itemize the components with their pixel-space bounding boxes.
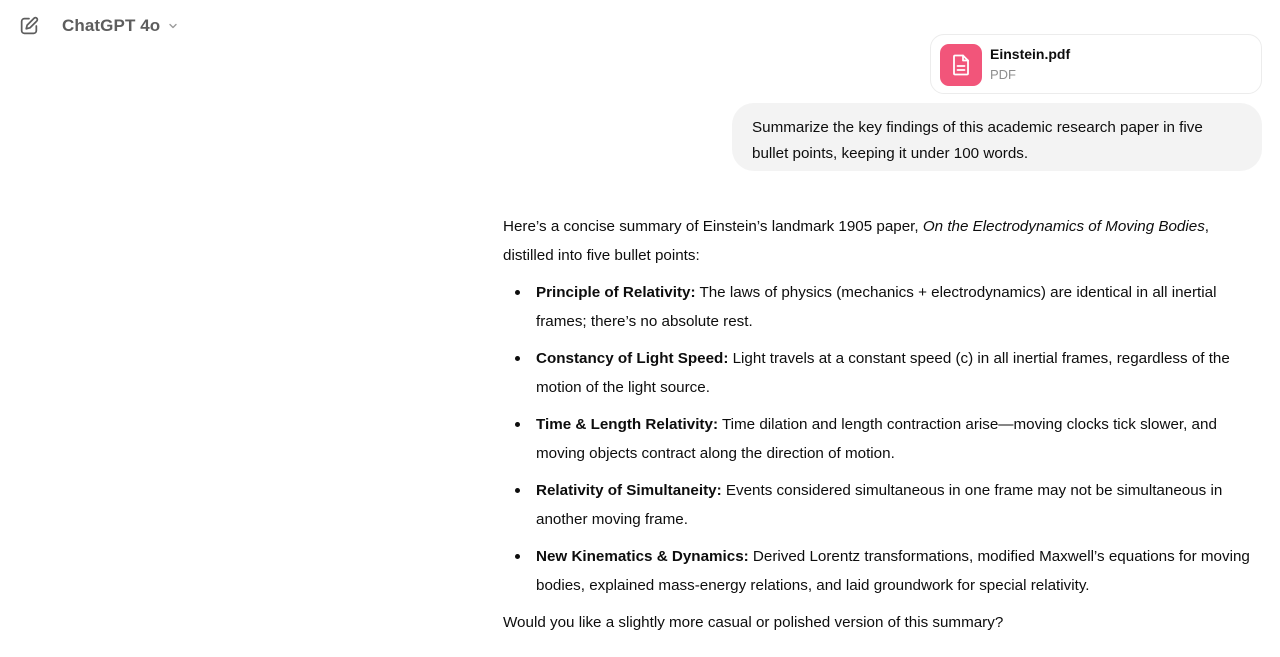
bullet-dot (515, 422, 520, 427)
intro-text-start: Here’s a concise summary of Einstein’s landmark 1905 paper, (503, 218, 923, 235)
bullet-dot (515, 290, 520, 295)
document-icon (940, 44, 982, 86)
assistant-message (503, 212, 1263, 637)
bullet-text: Derived Lorentz transformations, modified Maxwell’s equations for moving bodies, explained mass-energy relations, and laid groundwork for special relativity. (536, 548, 1250, 594)
user-message-text: Summarize the key findings of this academic research paper in five bullet points, keeping it under 100 words. (752, 119, 1203, 162)
bullet-dot (515, 356, 520, 361)
list-item (503, 542, 1263, 600)
paper-title: On the Electrodynamics of Moving Bodies (922, 218, 1205, 235)
list-item (503, 344, 1263, 402)
bullet-title: Relativity of Simultaneity: (536, 482, 722, 499)
bullet-text: The laws of physics (mechanics + electrodynamics) are identical in all inertial frames; there’s no absolute rest. (536, 284, 1217, 330)
bullet-title: New Kinematics & Dynamics: (536, 548, 749, 565)
bullet-dot (515, 488, 520, 493)
chevron-down-icon (166, 19, 180, 33)
file-name: Einstein.pdf (990, 46, 1071, 62)
model-name: ChatGPT 4o (62, 16, 161, 35)
list-item (503, 410, 1263, 468)
summary-bullet-list (503, 278, 1263, 600)
assistant-closing-question: Would you like a slightly more casual or polished version of this summary? (503, 614, 1004, 631)
intro-text-end: , distilled into five bullet points: (503, 218, 1210, 264)
bullet-text: Time dilation and length contraction arise—moving clocks tick slower, and moving objects contract along the direction of motion. (536, 416, 1217, 462)
bullet-title: Time & Length Relativity: (536, 416, 718, 433)
model-switcher-button[interactable] (62, 13, 180, 39)
file-type: PDF (990, 67, 1016, 82)
bullet-title: Constancy of Light Speed: (536, 350, 729, 367)
user-message-bubble (732, 103, 1262, 171)
assistant-intro (503, 212, 1263, 270)
bullet-title: Principle of Relativity: (536, 284, 696, 301)
bullet-dot (515, 554, 520, 559)
list-item (503, 278, 1263, 336)
edit-square-icon[interactable] (17, 14, 41, 38)
file-attachment-card[interactable] (930, 34, 1262, 94)
list-item (503, 476, 1263, 534)
bullet-text: Light travels at a constant speed (c) in all inertial frames, regardless of the motion of the light source. (536, 350, 1230, 396)
bullet-text: Events considered simultaneous in one frame may not be simultaneous in another moving frame. (536, 482, 1223, 528)
